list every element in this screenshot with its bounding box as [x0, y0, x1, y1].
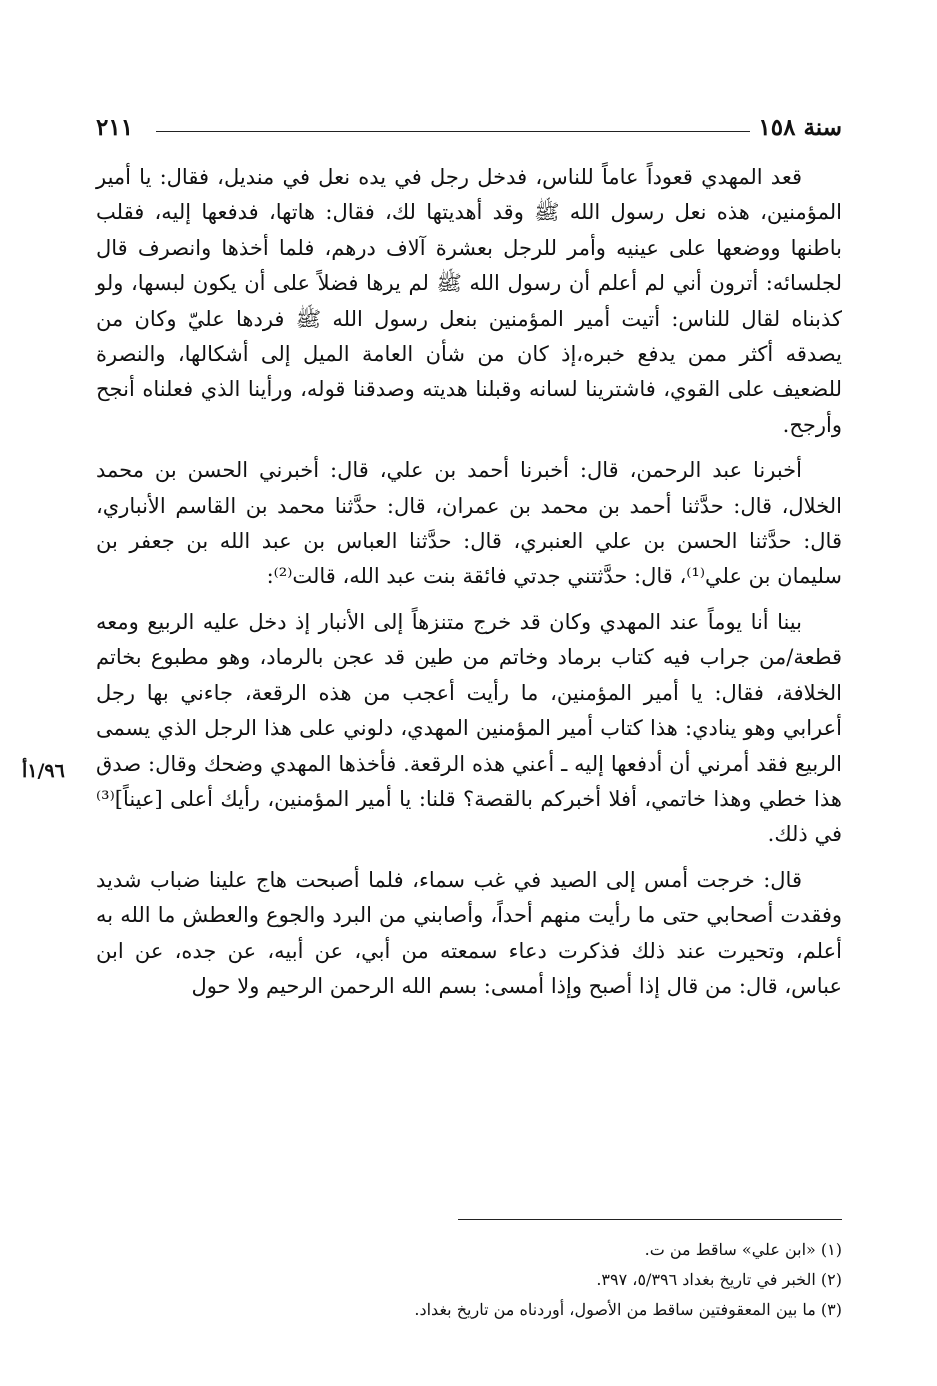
paragraph-2: أخبرنا عبد الرحمن، قال: أخبرنا أحمد بن علي، قال: أخبرني الحسن بن محمد الخلال، قال: حدَّثنا أحمد بن محمد بن عمران، قال: حدَّثنا محمد بن القاسم الأنباري، قال: حدَّثنا الحسن بن علي العنبري، قال: حدَّثنا العباس بن عبد الله بن جعفر بن سليمان بن علي⁽¹⁾، قال: حدَّثتني جدتي فائقة بنت عبد الله، قالت⁽²⁾:: [96, 458, 842, 589]
page-number: ٢١١: [96, 114, 134, 141]
footnote-separator: [458, 1219, 842, 1220]
paragraph-1: قعد المهدي قعوداً عاماً للناس، فدخل رجل في يده نعل في منديل، فقال: يا أمير المؤمنين، هذه نعل رسول الله ﷺ وقد أهديتها لك، فقال: هاتها، فدفعها إليه، فقلب باطنها ووضعها على عينيه وأمر للرجل بعشرة آلاف درهم، فلما أخذها وانصرف قال لجلسائه: أترون أني لم أعلم أن رسول الله ﷺ لم يرها فضلاً على أن يكون لبسها، ولو كذبناه لقال للناس: أتيت أمير المؤمنين بنعل رسول الله ﷺ فردها عليّ وكان من يصدقه أكثر ممن يدفع خبره،إذ كان من شأن العامة الميل إلى أشكالها، والنصرة للضعيف على القوي، فاشترينا لسانه وقبلنا هديته وصدقنا قوله، ورأينا الذي فعلناه أنجح وأرجح.: [96, 165, 842, 437]
main-text: [96, 160, 842, 1014]
footnote-1: (١) «ابن علي» ساقط من ت.: [644, 1240, 842, 1259]
footnote-2: (٢) الخبر في تاريخ بغداد ٥/٣٩٦، ٣٩٧.: [596, 1270, 842, 1289]
margin-manuscript-ref: ١/٩٦أ: [22, 760, 65, 782]
paragraph-3: بينا أنا يوماً عند المهدي وكان قد خرج متنزهاً إلى الأنبار إذ دخل عليه الربيع ومعه قطعة/من جراب فيه كتاب برماد وخاتم من طين قد عجن بالرماد، وهو مطبوع بخاتم الخلافة، فقال: يا أمير المؤمنين، ما رأيت أعجب من هذه الرقعة، جاءني بها رجل أعرابي وهو ينادي: هذا كتاب أمير المؤمنين المهدي، دلوني على هذا الرجل الذي يسمى الربيع فقد أمرني أن أدفعها إليه ـ أعني هذه الرقعة. فأخذها المهدي وضحك وقال: صدق هذا خطي وهذا خاتمي، أفلا أخبركم بالقصة؟ قلنا: يا أمير المؤمنين، رأيك أعلى [عيناً]⁽³⁾ في ذلك.: [96, 609, 842, 847]
paragraph-4: قال: خرجت أمس إلى الصيد في غب سماء، فلما أصبحت هاج علينا ضباب شديد وفقدت أصحابي حتى ما رأيت منهم أحداً، وأصابني من البرد والجوع والعطش ما الله به أعلم، وتحيرت عند ذلك فذكرت دعاء سمعته من أبي، عن أبيه، عن جده، عن ابن عباس، قال: من قال إذا أصبح وإذا أمسى: بسم الله الرحمن الرحيم ولا حول: [96, 867, 842, 998]
running-header: [96, 113, 842, 147]
header-year: سنة ١٥٨: [758, 114, 842, 141]
footnote-3: (٣) ما بين المعقوفتين ساقط من الأصول، أوردناه من تاريخ بغداد.: [414, 1300, 842, 1319]
footnotes: [96, 1235, 842, 1325]
header-rule: [156, 131, 750, 132]
